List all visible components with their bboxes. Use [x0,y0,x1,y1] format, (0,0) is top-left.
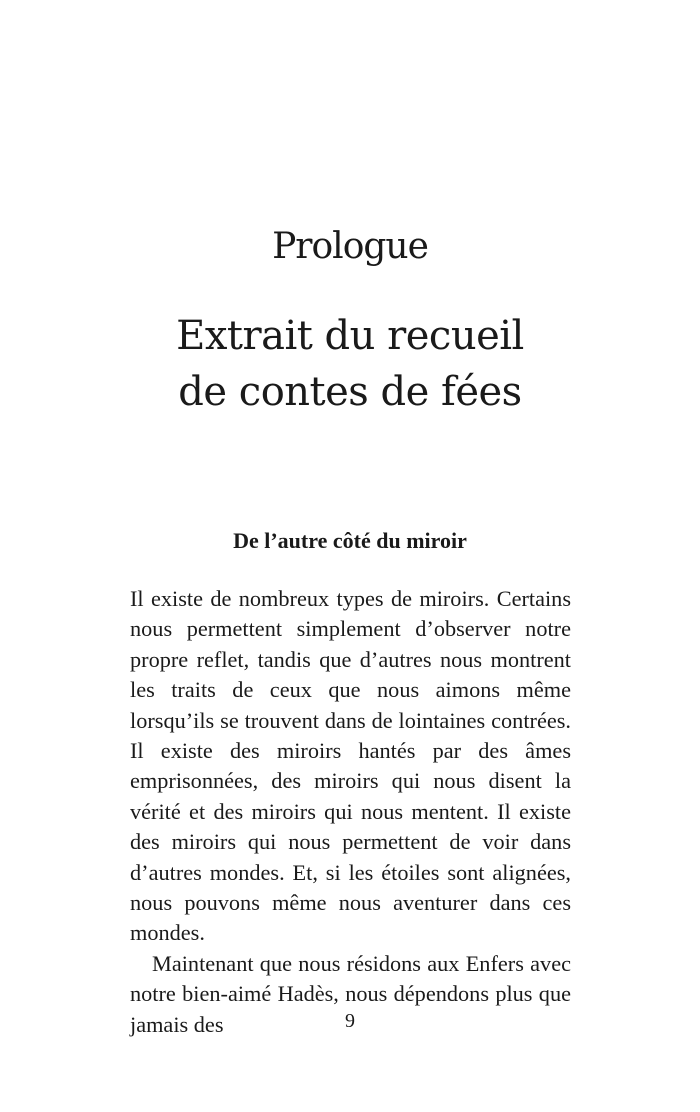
chapter-title-line-1: Extrait du recueil [176,313,524,359]
paragraph-1: Il existe de nombreux types de miroirs. Certains nous permettent simplement d’observer notre propre reflet, tandis que d’autres nous montrent les traits de ceux que nous aimons même lorsqu’ils se trouvent dans de lointaines contrées. Il existe des miroirs hantés par des âmes emprisonnées, des miroirs qui nous disent la vérité et des miroirs qui nous mentent. Il existe des miroirs qui nous permettent de voir dans d’autres mondes. Et, si les étoiles sont alignées, nous pouvons même nous aventurer dans ces mondes. [130,586,571,946]
paragraph-2: Maintenant que nous résidons aux Enfers avec notre bien-aimé Hadès, nous dépendons plus que jamais des [130,950,571,1037]
chapter-title-line-2: de contes de fées [178,369,522,415]
prologue-label: Prologue [272,226,428,267]
page-number: 9 [345,1010,355,1032]
body-text [130,584,571,1040]
section-heading: De l’autre côté du miroir [233,528,467,553]
chapter-title [0,308,700,420]
